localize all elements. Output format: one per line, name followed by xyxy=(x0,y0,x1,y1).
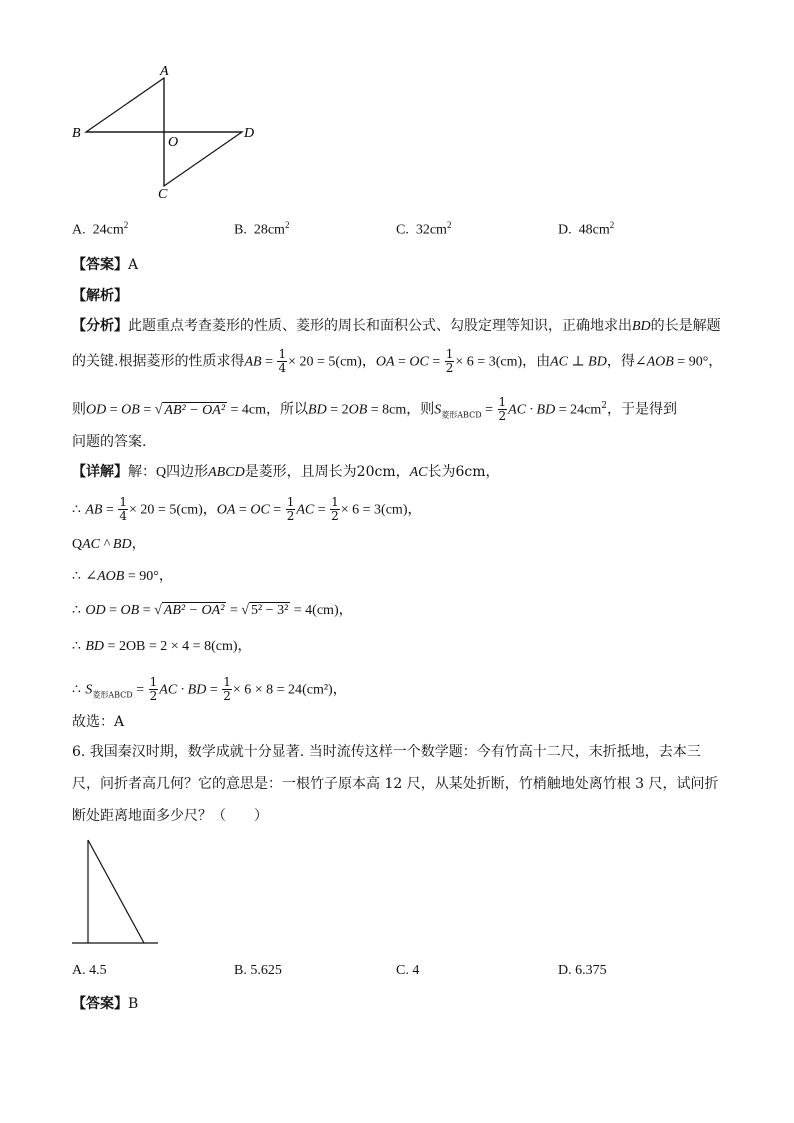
math-expr: × 20 = 5(cm)， xyxy=(129,502,217,518)
math-expr: = 90°， xyxy=(124,569,173,584)
math-op: = xyxy=(206,682,222,698)
therefore-symbol: ∴ xyxy=(72,568,81,584)
fraction xyxy=(118,496,128,523)
math-expr: = 4cm，所以 xyxy=(227,402,309,418)
math-exponent: 2 xyxy=(601,401,607,411)
option-key: A. xyxy=(72,222,86,238)
denominator: 2 xyxy=(286,509,295,523)
fraction xyxy=(330,496,340,523)
numerator: 1 xyxy=(286,495,295,509)
math-expr: = 2OB = 2 × 4 = 8(cm)， xyxy=(104,639,252,654)
therefore-symbol: ∴ xyxy=(72,638,81,654)
q5-answer-line xyxy=(72,255,138,275)
math-var: S xyxy=(85,682,93,698)
numerator: 1 xyxy=(278,347,287,361)
denominator: 2 xyxy=(149,689,158,703)
fraction xyxy=(149,676,159,703)
math-var: AB xyxy=(244,354,262,370)
sqrt-expr: 5² − 3² xyxy=(250,603,289,618)
therefore-symbol: ∴ xyxy=(72,501,81,518)
math-subscript: 菱形ABCD xyxy=(92,690,133,700)
detail-line-5: ∴ OD = OB = √ AB² − OA² = √ 5² − 3² = 4(cm)， xyxy=(72,602,353,618)
therefore-symbol: ∴ xyxy=(72,681,81,698)
detail-choose-line xyxy=(72,712,124,732)
math-op: = xyxy=(394,354,410,370)
q6-option-b: B. 5.625 xyxy=(234,963,282,978)
analysis-text: ，于是得到 xyxy=(606,401,677,418)
because-symbol: Q xyxy=(72,537,83,552)
broken-top xyxy=(88,840,144,943)
option-value: 28cm xyxy=(253,222,285,238)
analysis-text: ，得 xyxy=(606,353,635,370)
math-var: OD xyxy=(85,603,106,618)
math-var: BD xyxy=(308,402,327,418)
choose-text: 故选：A xyxy=(72,714,125,730)
math-var: BD xyxy=(632,319,651,334)
bamboo-triangle-figure xyxy=(70,836,162,948)
math-var: OC xyxy=(409,354,429,370)
math-op: = xyxy=(105,603,121,618)
denominator: 2 xyxy=(498,409,507,424)
fraction xyxy=(277,348,287,375)
q5-option-b xyxy=(234,220,289,239)
math-expr: = 24cm xyxy=(555,402,602,418)
math-var: OB xyxy=(348,402,368,418)
option-value: 24cm xyxy=(92,222,124,238)
math-unit: (cm²) xyxy=(302,682,333,698)
math-op: = xyxy=(139,603,155,618)
math-op: = xyxy=(314,502,330,518)
analysis-text: 问题的答案. xyxy=(72,434,147,450)
math-var: OB xyxy=(121,402,140,418)
math-expr: × 20 = 5(cm)， xyxy=(288,354,376,370)
label-o: O xyxy=(168,135,179,150)
option-exponent: 2 xyxy=(123,220,129,230)
answer-tag: 【答案】 xyxy=(72,996,128,1012)
numerator: 1 xyxy=(445,347,454,361)
option-value: 48cm xyxy=(578,222,610,238)
numerator: 1 xyxy=(149,675,158,689)
detail-text: ， xyxy=(131,536,146,552)
math-expr: = 8cm，则 xyxy=(367,402,435,418)
analysis-line-3: 则OD = OB = √ AB² − OA² = 4cm，所以BD = 2OB = 8cm，则$S_{菱形ABCD}$ = $\frac{1}{2}$ AC · BD = $24cm^2$，于是得到 xyxy=(72,395,677,424)
option-exponent: 2 xyxy=(446,220,452,230)
jiexi-tag: 【解析】 xyxy=(72,288,128,304)
math-expr: ∠AOB xyxy=(85,569,125,584)
answer-value: A xyxy=(128,257,139,273)
label-d: D xyxy=(244,126,255,141)
option-value: 32cm xyxy=(415,222,447,238)
math-subscript: 菱形ABCD xyxy=(441,410,482,420)
answer-value: B xyxy=(128,996,139,1012)
math-var: AC xyxy=(409,465,428,480)
q6-line-3 xyxy=(72,806,268,826)
math-op: = xyxy=(106,402,122,418)
sqrt-expr: AB² − OA² xyxy=(163,603,225,618)
detail-line-7 xyxy=(72,676,347,705)
detail-line-2 xyxy=(72,496,421,523)
analysis-text: 此题重点考查菱形的性质、菱形的周长和面积公式、勾股定理等知识，正确地求出 xyxy=(128,318,632,334)
q6-option-c: C. 4 xyxy=(396,963,420,978)
math-var: OA xyxy=(375,354,395,370)
fraction xyxy=(286,496,296,523)
math-var: OA xyxy=(216,502,236,518)
math-op: = xyxy=(226,603,242,618)
math-expr: AC ⊥ BD xyxy=(550,354,607,370)
numerator: 1 xyxy=(498,395,507,410)
math-var: OB xyxy=(120,603,140,618)
q6-option-a: A. 4.5 xyxy=(72,963,107,978)
denominator: 2 xyxy=(445,361,454,375)
question-text: 6. 我国秦汉时期，数学成就十分显著. 当时流传这样一个数学题：今有竹高十二尺，末折抵地，去本三 xyxy=(72,744,701,760)
math-expr: AC ^ BD xyxy=(82,537,132,552)
q5-jiexi-line xyxy=(72,286,128,306)
denominator: 2 xyxy=(331,509,339,523)
option-key: C. xyxy=(396,222,409,238)
detail-tag: 【详解】 xyxy=(72,464,128,480)
sqrt-expr: AB² − OA² xyxy=(164,402,226,418)
fraction xyxy=(222,676,232,703)
math-var: BD xyxy=(85,639,105,654)
math-op: = xyxy=(481,402,497,418)
q6-option-d: D. 6.375 xyxy=(558,963,607,978)
label-a: A xyxy=(160,64,169,79)
math-op: = xyxy=(132,682,148,698)
detail-text: 长为6cm， xyxy=(427,464,500,480)
analysis-tag: 【分析】 xyxy=(72,318,128,334)
numerator: 1 xyxy=(331,495,339,509)
q5-option-c xyxy=(396,220,451,239)
option-exponent: 2 xyxy=(284,220,290,230)
math-var: OD xyxy=(86,402,107,418)
option-exponent: 2 xyxy=(609,220,615,230)
analysis-line-1 xyxy=(72,316,721,337)
q5-option-d xyxy=(558,220,614,239)
rhombus-figure xyxy=(68,62,268,202)
label-b: B xyxy=(72,126,81,141)
math-expr: = 4(cm)， xyxy=(290,603,353,618)
math-expr: = 90°， xyxy=(673,354,723,370)
math-op: = xyxy=(102,502,118,518)
analysis-text: 的长是解题 xyxy=(650,318,721,334)
label-c: C xyxy=(158,187,168,202)
detail-line-6 xyxy=(72,636,252,657)
detail-text: 是菱形，且周长为20cm， xyxy=(244,464,410,480)
therefore-symbol: ∴ xyxy=(72,602,81,618)
math-expr: ∠AOB xyxy=(634,354,674,370)
q5-option-a xyxy=(72,220,128,239)
math-expr: × 6 = 3(cm)，由 xyxy=(455,354,551,370)
q6-answer-line xyxy=(72,994,138,1014)
math-op: = xyxy=(261,354,277,370)
detail-text: 解： xyxy=(128,464,156,480)
math-var: S xyxy=(434,402,442,418)
question-text: 断处距离地面多少尺？（ ） xyxy=(72,808,268,824)
detail-text: ， xyxy=(332,681,347,698)
detail-text: 四边形 xyxy=(166,464,209,480)
q6-line-1 xyxy=(72,742,701,762)
math-var: ABCD xyxy=(208,465,245,480)
math-expr: = 2 xyxy=(326,402,349,418)
option-key: D. xyxy=(558,222,572,238)
fraction xyxy=(498,396,508,423)
math-expr: AC · BD xyxy=(159,682,207,698)
numerator: 1 xyxy=(119,495,128,509)
denominator: 2 xyxy=(223,689,231,703)
numerator: 1 xyxy=(223,675,231,689)
analysis-line-4 xyxy=(72,432,146,452)
math-op: = xyxy=(139,402,155,418)
math-var: OC xyxy=(250,502,270,518)
answer-tag: 【答案】 xyxy=(72,257,128,273)
denominator: 4 xyxy=(278,361,287,375)
analysis-text: 的关键.根据菱形的性质求得 xyxy=(72,353,245,370)
math-expr: AC · BD xyxy=(508,402,556,418)
math-var: AB xyxy=(85,502,103,518)
option-key: B. xyxy=(234,222,247,238)
question-text: 尺，问折者高几何？它的意思是：一根竹子原本高 12 尺，从某处折断，竹梢触地处离竹根 3 尺，试问折 xyxy=(72,776,719,792)
detail-line-4 xyxy=(72,566,173,587)
fraction xyxy=(445,348,455,375)
math-op: = xyxy=(269,502,285,518)
analysis-text: 则 xyxy=(72,401,86,418)
math-op: = xyxy=(235,502,251,518)
math-op: = xyxy=(428,354,444,370)
denominator: 4 xyxy=(119,509,128,523)
detail-line-1 xyxy=(72,462,500,483)
math-var: AC xyxy=(296,502,315,518)
because-symbol: Q xyxy=(156,465,167,480)
math-expr: × 6 × 8 = 24 xyxy=(232,682,303,698)
q6-line-2 xyxy=(72,774,719,794)
analysis-line-2 xyxy=(72,348,722,375)
math-expr: × 6 = 3(cm)， xyxy=(340,502,422,518)
detail-line-3 xyxy=(72,534,146,555)
